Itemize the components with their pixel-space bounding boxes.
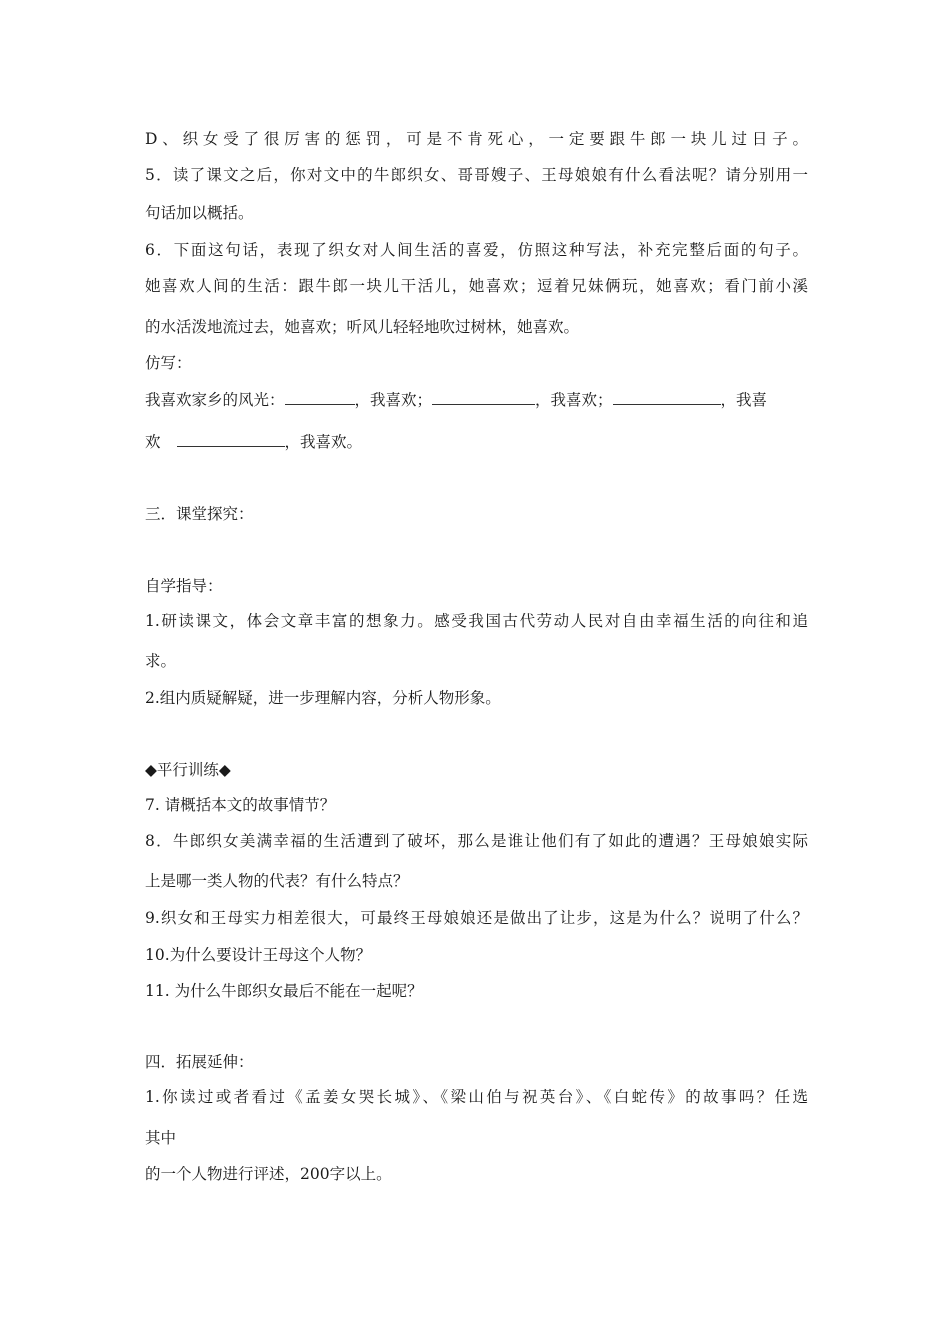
imitate-i-like-2: ，我喜欢；: [535, 391, 613, 409]
answer-blank-2[interactable]: [432, 389, 535, 405]
question-11: 11. 为什么牛郎织女最后不能在一起呢？: [145, 982, 423, 1000]
parallel-training-heading: ◆平行训练◆: [145, 761, 231, 779]
q6-imitate-line-2: [145, 431, 808, 453]
section-4-heading: 四．拓展延伸：: [145, 1053, 254, 1071]
q6-imitate-line-1: [145, 389, 808, 411]
extension-item-1-line-1: 1.你读过或者看过《孟姜女哭长城》、《梁山伯与祝英台》、《白蛇传》的故事吗？任选: [145, 1088, 808, 1106]
question-7: 7. 请概括本文的故事情节？: [145, 796, 336, 814]
q5-line-1: 5．读了课文之后，你对文中的牛郎织女、哥哥嫂子、王母娘娘有什么看法呢？请分别用一: [145, 166, 808, 184]
q6-prompt: 6．下面这句话，表现了织女对人间生活的喜爱，仿照这种写法，补充完整后面的句子。: [145, 241, 808, 259]
imitate-i-like-end: ，我喜: [720, 391, 768, 409]
question-10: 10.为什么要设计王母这个人物？: [145, 946, 372, 964]
answer-blank-1[interactable]: [285, 389, 355, 405]
extension-item-1-line-2: 其中: [145, 1129, 177, 1147]
imitate-line-1-start: 我喜欢家乡的风光：: [145, 391, 285, 409]
question-9: 9.织女和王母实力相差很大，可最终王母娘娘还是做出了让步，这是为什么？说明了什么？: [145, 909, 808, 927]
imitate-i-like-1: ，我喜欢；: [354, 391, 433, 409]
question-8-line-1: 8．牛郎织女美满幸福的生活遭到了破坏，那么是谁让他们有了如此的遭遇？王母娘娘实际: [145, 832, 808, 850]
imitate-line-2-start: 欢: [145, 433, 161, 451]
q6-imitate-label: 仿写：: [145, 354, 192, 372]
question-8-line-2: 上是哪一类人物的代表？有什么特点？: [145, 872, 409, 890]
self-study-guide-label: 自学指导：: [145, 577, 223, 595]
q6-example-line-2: 的水活泼地流过去，她喜欢；听风儿轻轻地吹过树林，她喜欢。: [145, 318, 580, 336]
extension-item-1-line-3: 的一个人物进行评述，200字以上。: [145, 1165, 392, 1183]
section-3-heading: 三．课堂探究：: [145, 505, 254, 523]
guide-item-2: 2.组内质疑解疑，进一步理解内容，分析人物形象。: [145, 689, 501, 707]
answer-blank-4[interactable]: [177, 431, 285, 447]
answer-blank-3[interactable]: [613, 389, 721, 405]
imitate-line-2-end: ，我喜欢。: [284, 433, 363, 451]
guide-item-1-line-2: 求。: [145, 652, 177, 670]
guide-item-1-line-1: 1.研读课文，体会文章丰富的想象力。感受我国古代劳动人民对自由幸福生活的向往和追: [145, 612, 808, 630]
q6-example-line-1: 她喜欢人间的生活：跟牛郎一块儿干活儿，她喜欢；逗着兄妹俩玩，她喜欢；看门前小溪: [145, 277, 808, 295]
q4-option-d: D、织女受了很厉害的惩罚，可是不肯死心，一定要跟牛郎一块儿过日子。: [145, 130, 808, 148]
q5-line-2: 句话加以概括。: [145, 204, 254, 222]
